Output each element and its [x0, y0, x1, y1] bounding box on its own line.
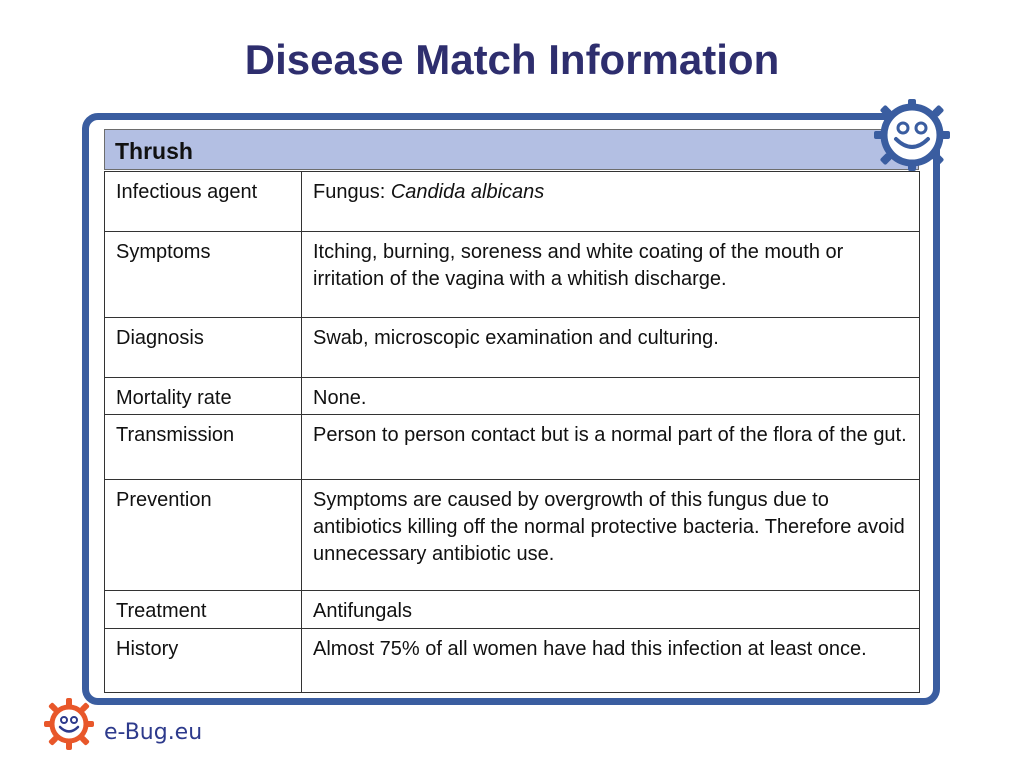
row-key: Prevention: [105, 480, 302, 591]
value-italic-organism: Candida albicans: [390, 181, 545, 203]
table-row: [105, 480, 920, 591]
row-key: Treatment: [105, 591, 302, 629]
table-row: [105, 318, 920, 378]
row-value: Itching, burning, soreness and white coating of the mouth or irritation of the vagina with a whitish discharge.: [302, 232, 920, 318]
row-key: History: [105, 629, 302, 693]
table-row: [105, 172, 920, 232]
table-row: [105, 378, 920, 415]
ebug-logo-icon: [44, 698, 94, 750]
row-value: Person to person contact but is a normal part of the flora of the gut.: [302, 415, 920, 480]
row-key: Symptoms: [105, 232, 302, 318]
page-title: Disease Match Information: [244, 36, 780, 83]
table-row: [105, 591, 920, 629]
disease-info-table: [104, 171, 920, 693]
row-value: Almost 75% of all women have had this infection at least once.: [302, 629, 920, 693]
brand-name: e-Bug.eu: [104, 720, 203, 745]
row-value: Swab, microscopic examination and culturing.: [302, 318, 920, 378]
table-row: [105, 232, 920, 318]
row-value: None.: [302, 378, 920, 415]
row-key: Infectious agent: [105, 172, 302, 232]
disease-header: Thrush: [104, 129, 919, 170]
row-value: Antifungals: [302, 591, 920, 629]
row-value: Symptoms are caused by overgrowth of this fungus due to antibiotics killing off the normal protective bacteria. Therefore avoid unnecessary antibiotic use.: [302, 480, 920, 591]
row-value: [302, 172, 920, 232]
table-row: [105, 415, 920, 480]
row-key: Transmission: [105, 415, 302, 480]
row-key: Mortality rate: [105, 378, 302, 415]
smiling-microbe-icon: [872, 99, 952, 171]
value-prefix: Fungus:: [313, 181, 391, 203]
row-key: Diagnosis: [105, 318, 302, 378]
table-row: [105, 629, 920, 693]
